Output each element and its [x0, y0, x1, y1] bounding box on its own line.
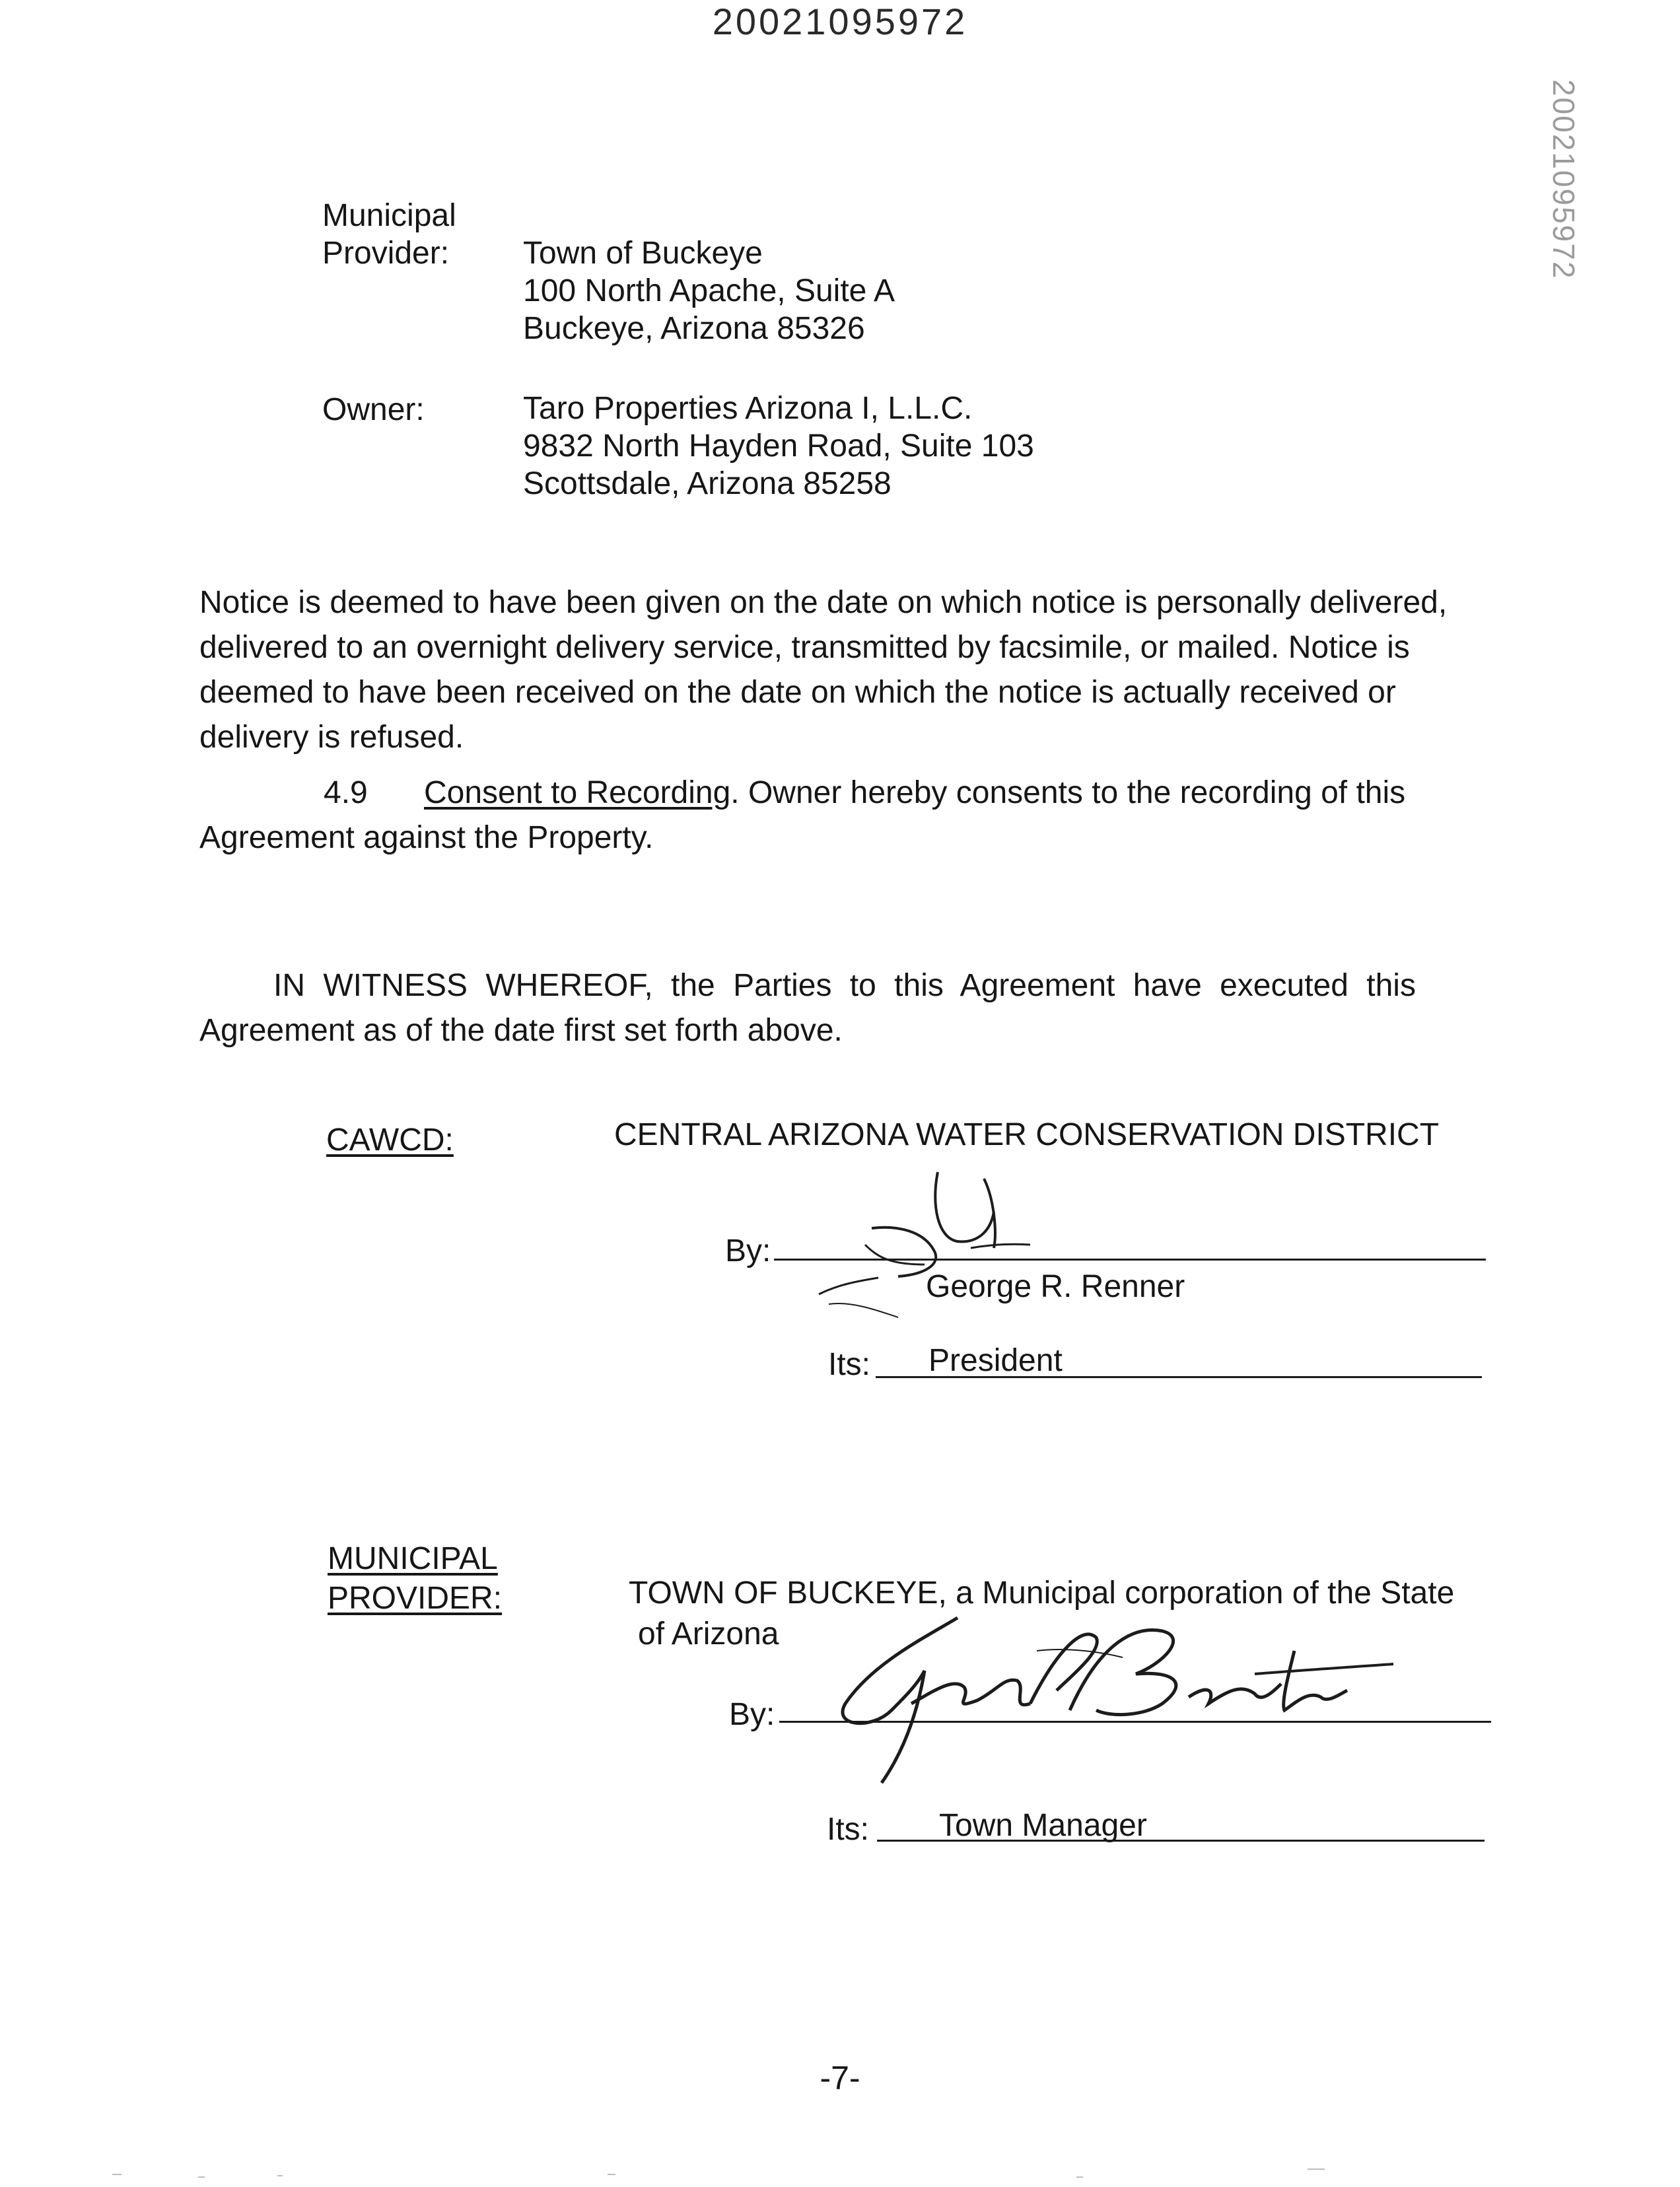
- witness-line2: Agreement as of the date first set forth above.: [199, 1013, 843, 1048]
- town-title-line: [877, 1840, 1485, 1842]
- cawcd-signature-line: [774, 1259, 1486, 1261]
- scan-speck: [198, 2176, 205, 2178]
- notice-paragraph-line4: delivery is refused.: [199, 720, 464, 755]
- section-number: 4.9: [324, 775, 368, 810]
- cawcd-by-label: By:: [725, 1233, 771, 1268]
- town-signature-line: [779, 1721, 1491, 1723]
- witness-line1: IN WITNESS WHEREOF, the Parties to this Agreement have executed this: [273, 968, 1416, 1003]
- municipal-provider-sig-label-line2: PROVIDER:: [328, 1581, 503, 1616]
- notice-paragraph-line2: delivered to an overnight delivery service, transmitted by facsimile, or mailed. Notice is: [199, 630, 1410, 665]
- town-entity-line1: TOWN OF BUCKEYE, a Municipal corporation of the State: [629, 1576, 1455, 1611]
- document-number: 20021095972: [712, 1, 968, 42]
- owner-address-line2: 9832 North Hayden Road, Suite 103: [523, 429, 1034, 464]
- section-line1: [424, 774, 1405, 812]
- owner-address-line1: Taro Properties Arizona I, L.L.C.: [523, 391, 973, 426]
- cawcd-entity-name: CENTRAL ARIZONA WATER CONSERVATION DISTRICT: [614, 1117, 1440, 1152]
- scan-speck: [277, 2175, 283, 2176]
- town-its-label: Its:: [827, 1812, 870, 1847]
- scan-speck: [112, 2174, 122, 2175]
- side-document-stamp: 20021095972: [1547, 79, 1581, 280]
- cawcd-title-line: [876, 1376, 1482, 1378]
- scan-speck: [1308, 2169, 1325, 2170]
- municipal-provider-label-line2: Provider:: [322, 236, 450, 271]
- owner-label: Owner:: [322, 392, 425, 427]
- cawcd-its-label: Its:: [828, 1347, 871, 1382]
- municipal-provider-address-line3: Buckeye, Arizona 85326: [523, 311, 865, 346]
- municipal-provider-address-line2: 100 North Apache, Suite A: [523, 273, 895, 308]
- section-text-line1: . Owner hereby consents to the recording of this: [730, 775, 1406, 810]
- town-entity-line2: of Arizona: [638, 1616, 779, 1651]
- cawcd-label: CAWCD:: [326, 1123, 454, 1158]
- scan-speck: [608, 2174, 615, 2175]
- section-heading: Consent to Recording: [424, 775, 731, 810]
- section-text-line2: Agreement against the Property.: [199, 820, 654, 855]
- town-manager-signature: [819, 1611, 1413, 1789]
- cawcd-signer-name: George R. Renner: [926, 1269, 1185, 1304]
- notice-paragraph-line3: deemed to have been received on the date on which the notice is actually received or: [199, 675, 1396, 710]
- town-by-label: By:: [729, 1697, 775, 1732]
- notice-paragraph-line1: Notice is deemed to have been given on the date on which notice is personally delivered,: [199, 585, 1448, 620]
- municipal-provider-address-line1: Town of Buckeye: [523, 236, 763, 271]
- cawcd-title: President: [928, 1343, 1063, 1378]
- municipal-provider-sig-label-line1: MUNICIPAL: [328, 1541, 498, 1576]
- municipal-provider-label-line1: Municipal: [322, 198, 456, 233]
- town-title: Town Manager: [939, 1808, 1147, 1843]
- scan-speck: [1076, 2176, 1083, 2178]
- owner-address-line3: Scottsdale, Arizona 85258: [523, 466, 892, 501]
- page-number: -7-: [820, 2060, 860, 2097]
